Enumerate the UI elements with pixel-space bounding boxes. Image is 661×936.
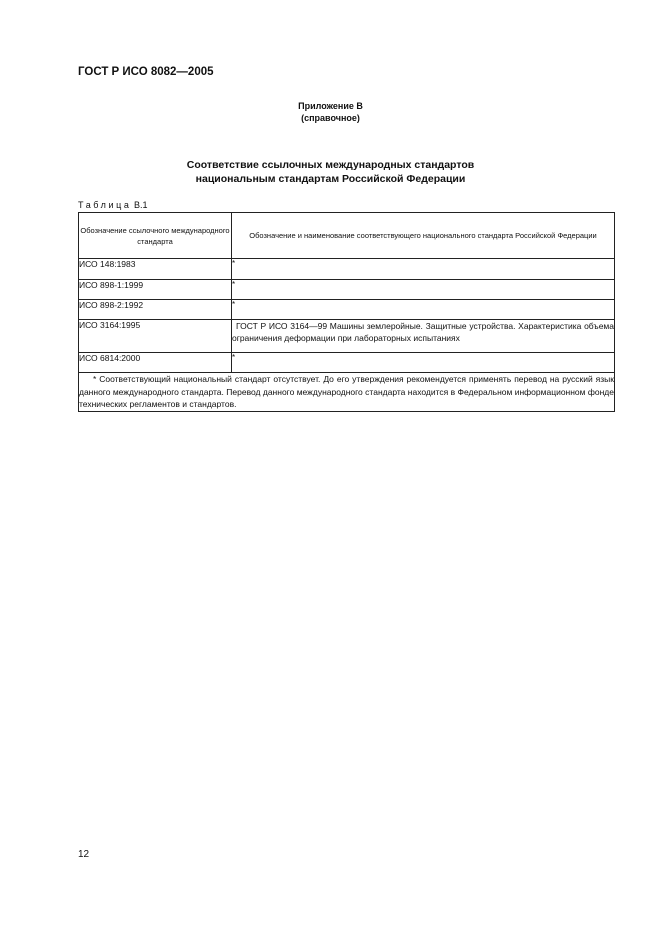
table-row [79, 280, 615, 300]
section-title [0, 158, 661, 186]
table-footnote: * Соответствующий национальный стандарт отсутствует. До его утверждения рекомендуется применять перевод на русский язык данного международного стандарта. Перевод данного международного стандарта находится в Федеральном информационном фонде технических регламентов и стандартов. [79, 374, 614, 409]
column-header-international: Обозначение ссылочного международного стандарта [79, 213, 232, 259]
table-row [79, 320, 615, 353]
page-number: 12 [78, 849, 90, 860]
table-row [79, 259, 615, 280]
table-caption [78, 200, 148, 210]
annex-type: (справочное) [301, 113, 360, 123]
table-footnote-row [79, 373, 615, 412]
national-standard-cell: * [232, 353, 615, 373]
table-caption-number: В.1 [134, 200, 148, 210]
international-standard-cell: ИСО 6814:2000 [79, 353, 232, 373]
annex-label: Приложение В [298, 101, 363, 111]
table-header-row [79, 213, 615, 259]
international-standard-cell: ИСО 898-2:1992 [79, 300, 232, 320]
annex-heading [0, 100, 661, 124]
international-standard-cell: ИСО 898-1:1999 [79, 280, 232, 300]
international-standard-cell: ИСО 148:1983 [79, 259, 232, 280]
section-title-line-2: национальным стандартам Российской Федерации [195, 173, 466, 185]
national-standard-cell: * [232, 280, 615, 300]
national-standard-cell: * [232, 259, 615, 280]
section-title-line-1: Соответствие ссылочных международных стандартов [186, 159, 475, 171]
national-standard-cell: * [232, 300, 615, 320]
national-standard-cell: ГОСТ Р ИСО 3164—99 Машины землеройные. Защитные устройства. Характеристика объема ограничения деформации при лабораторных испытаниях [232, 320, 615, 353]
column-header-national: Обозначение и наименование соответствующего национального стандарта Российской Федерации [232, 213, 615, 259]
international-standard-cell: ИСО 3164:1995 [79, 320, 232, 353]
table-row [79, 353, 615, 373]
reference-table [78, 212, 615, 412]
document-header: ГОСТ Р ИСО 8082—2005 [78, 66, 214, 78]
table-row [79, 300, 615, 320]
table-caption-word: Таблица [78, 200, 132, 210]
